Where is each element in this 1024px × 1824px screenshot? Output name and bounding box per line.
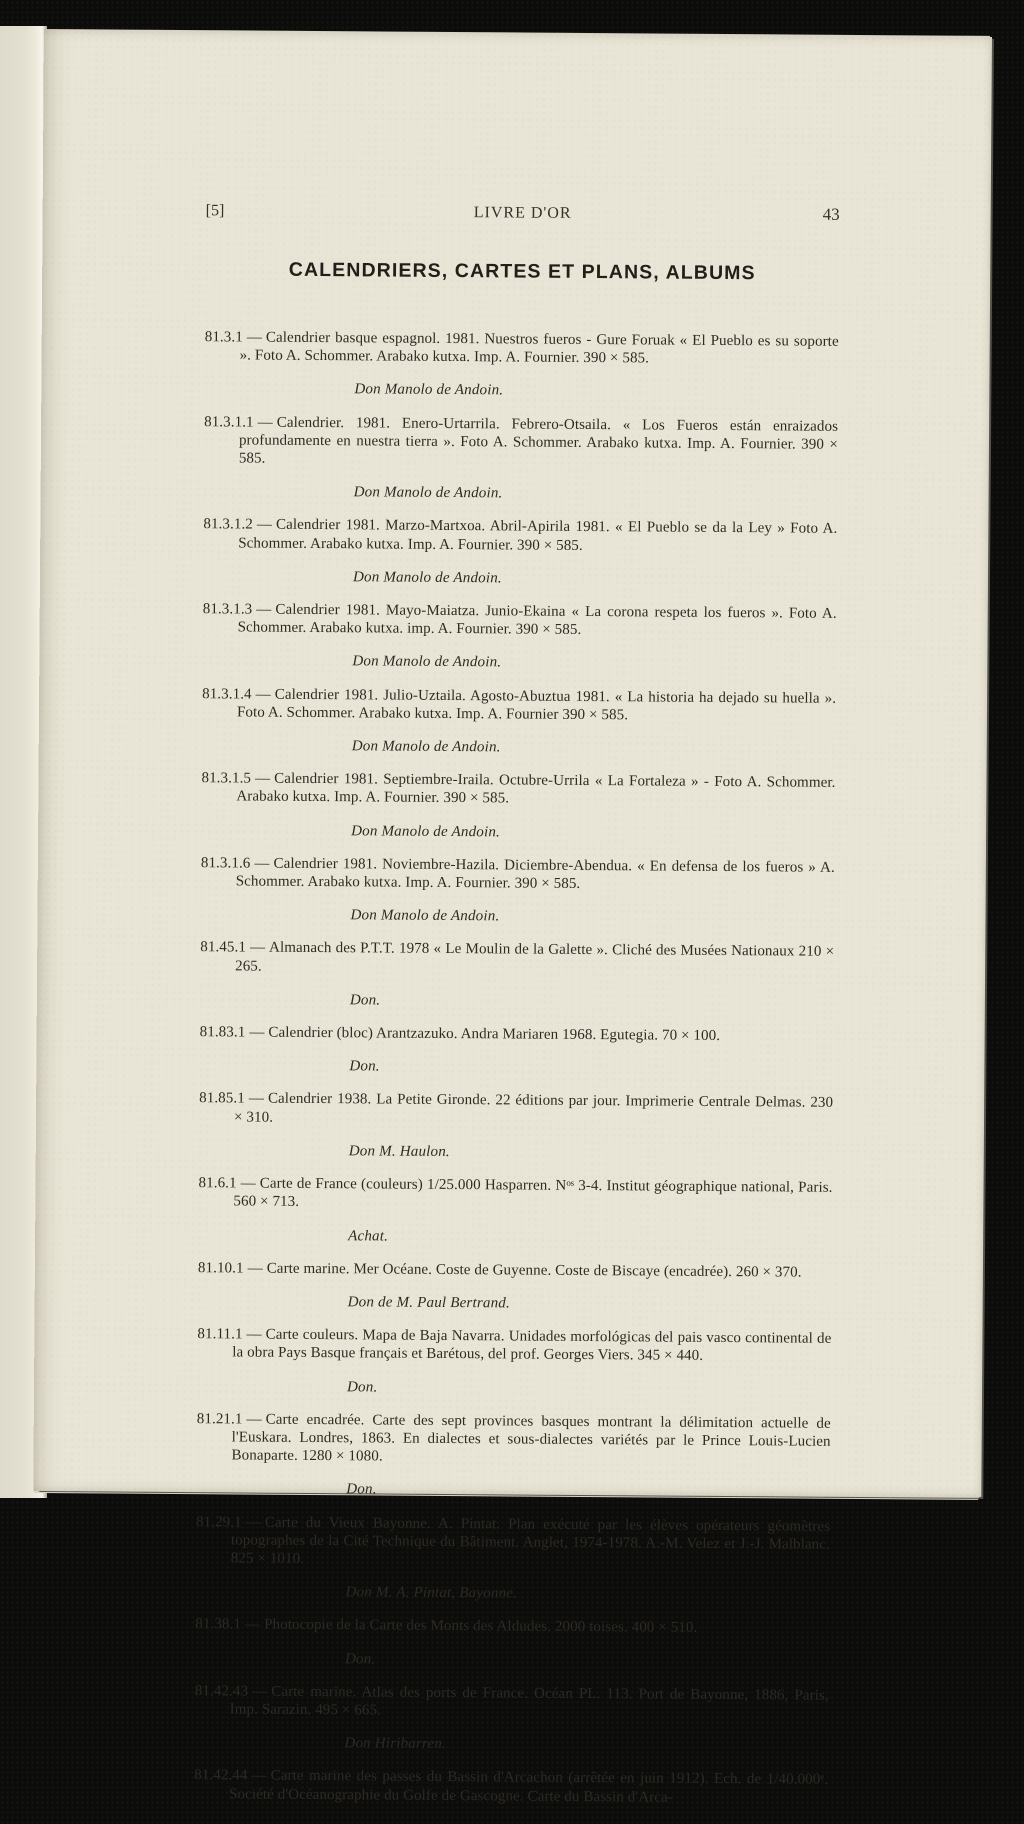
catalog-entry [199,1023,833,1079]
entry-donation: Don Manolo de Andoin. [351,822,501,841]
entry-description: Carte de France (couleurs) 1/25.000 Hasparren. Nᵒˢ 3-4. Institut géographique national, Paris. 560 × 713. [233,1175,833,1211]
entry-description: Calendrier 1981. Septiembre-Iraila. Octubre-Urrila « La Fortaleza » - Foto A. Schommer. Arabako kutxa. Imp. A. Fournier. 390 × 585. [236,770,836,807]
entry-description: Almanach des P.T.T. 1978 « Le Moulin de la Galette ». Cliché des Musées Nationaux 210 × 265. [235,940,835,975]
entry-paragraph [205,328,839,369]
entry-paragraph [200,1023,834,1046]
catalog-entry [203,516,837,590]
entry-separator: — [246,1411,262,1428]
entry-paragraph [198,1259,832,1282]
entry-id: 81.3.1.1 [204,413,254,431]
entry-id: 81.85.1 [199,1090,245,1107]
entry-separator: — [246,329,263,346]
entry-separator: — [244,1616,261,1633]
entry-donation: Don Manolo de Andoin. [352,653,502,671]
entry-separator: — [255,770,271,787]
catalog-entry [195,1615,829,1671]
catalog-entry [204,328,838,402]
entry-donation: Don. [349,992,381,1009]
entry-separator: — [251,1767,267,1785]
entry-paragraph [198,1174,832,1215]
entry-donation: Achat. [348,1227,389,1245]
entry-separator: — [246,1326,262,1343]
entry-paragraph [203,516,837,557]
entry-donation: Don. [346,1378,378,1395]
entry-paragraph [203,600,837,641]
entry-id: 81.83.1 [199,1024,246,1041]
entry-description: Calendrier 1981. Julio-Uztaila. Agosto-Abuztua 1981. « La historia ha dejado su huella ». Foto A. Schommer. Arabako kutxa. Imp. A. Fournier 390 × 585. [236,686,837,724]
entry-donation: Don Manolo de Andoin. [352,569,502,587]
entry-id: 81.3.1.3 [202,601,253,618]
entry-donation: Don Manolo de Andoin. [350,907,500,925]
folio-number: [5] [205,202,225,220]
entry-separator: — [249,1024,265,1041]
entry-separator: — [249,940,266,957]
entry-paragraph [201,769,835,810]
running-head [206,200,840,225]
entry-paragraph [201,854,835,895]
entry-paragraph [197,1325,831,1366]
entry-separator: — [256,516,273,534]
entry-description: Carte du Vieux Bayonne. A. Pintat. Plan exécuté par les élèves opérateurs géomètres topographes de la Cité Technique du Bâtiment. Anglet, 1974-1978. A.-M. Velez et J.-J. Malblanc. 825 × 1010. [230,1514,831,1567]
entry-id: 81.3.1.4 [202,685,252,703]
catalog-entry [202,685,836,759]
page-number: 43 [822,204,840,224]
entry-id: 81.42.44 [194,1767,248,1784]
entry-description: Carte marine. Mer Océane. Coste de Guyenne. Coste de Biscaye (encadrée). 260 × 370. [266,1260,802,1281]
entry-description: Calendrier basque espagnol. 1981. Nuestros fueros - Gure Foruak « El Pueblo es su soporte ». Foto A. Schommer. Arabako kutxa. Imp. A. Fournier. 390 × 585. [239,329,839,367]
catalog-entry [196,1410,831,1502]
entry-donation: Don Manolo de Andoin. [351,738,501,756]
entry-separator: — [248,1091,265,1108]
entry-donation: Don M. A. Pintat, Bayonne. [345,1584,518,1602]
entry-donation: Don. [346,1481,377,1498]
entry-paragraph [195,1682,829,1723]
entry-id: 81.11.1 [197,1326,243,1343]
entry-separator: — [256,601,272,618]
entry-description: Calendrier. 1981. Enero-Urtarrila. Febrero-Otsaila. « Los Fueros están enraizados profundamente en nuestra tierra ». Foto A. Schommer. Arabako kutxa. Imp. A. Fournier. 390 × 585. [238,414,839,467]
catalog-entry [202,600,836,674]
entry-separator: — [240,1175,256,1192]
entry-donation: Don M. Haulon. [348,1143,450,1160]
catalog-entry [194,1682,828,1756]
catalog-entry [201,769,835,843]
entry-description: Calendrier 1938. La Petite Gironde. 22 éditions par jour. Imprimerie Centrale Delmas. 230 × 310. [233,1091,834,1126]
entry-paragraph [202,685,836,726]
entry-description: Calendrier 1981. Marzo-Martxoa. Abril-Apirila 1981. « El Pueblo se da la Ley » Foto A. Schommer. Arabako kutxa. Imp. A. Fournier. 390 × 585. [238,517,838,554]
entry-id: 81.45.1 [200,939,247,956]
entry-description: Calendrier 1981. Mayo-Maiatza. Junio-Ekaina « La corona respeta los fueros ». Foto A. Schommer. Arabako kutxa. imp. A. Fournier. 390 × 585. [237,601,837,639]
entry-paragraph [204,413,838,472]
entry-separator: — [255,686,271,703]
entry-paragraph [199,1090,833,1131]
entry-description: Calendrier (bloc) Arantzazuko. Andra Mariaren 1968. Egutegia. 70 × 100. [268,1024,721,1045]
entry-donation: Don. [345,1650,376,1668]
entry-paragraph [196,1513,830,1572]
entries-list [194,313,839,1822]
entry-donation: Don Hiribarren. [344,1735,447,1753]
entry-separator: — [247,1260,263,1277]
entry-paragraph [196,1410,830,1469]
entry-donation: Don Manolo de Andoin. [353,484,503,502]
entry-separator: — [257,414,273,431]
entry-id: 81.3.1.2 [203,516,253,533]
entry-description: Carte couleurs. Mapa de Baja Navarra. Unidades morfológicas del pais vasco continental de la obra Pays Basque français et Barétous, del prof. Georges Viers. 345 × 440. [232,1326,832,1365]
entry-separator: — [252,1683,268,1700]
catalog-entry [199,1090,833,1164]
catalog-entry [195,1513,830,1605]
entry-id: 81.10.1 [197,1259,244,1277]
running-title: LIVRE D'OR [473,204,572,222]
entry-separator: — [245,1514,261,1531]
catalog-entry [200,939,834,1013]
entry-separator: — [254,855,270,872]
entry-id: 81.38.1 [195,1616,242,1633]
entry-paragraph [194,1767,828,1808]
entry-paragraph [195,1615,829,1638]
catalog-entry [204,413,839,505]
entry-description: Carte marine des passes du Bassin d'Arcachon (arrêtée en juin 1912). Ech. de 1/40.000ᵉ. Société d'Océanographie du Golfe de Gascogne. Carte du Bassin d'Arca- [229,1768,829,1806]
entry-description: Carte marine. Atlas des ports de France. Océan PL. 113. Port de Bayonne, 1886, Paris, Imp. Sarazin. 495 × 665. [229,1683,829,1719]
section-title: CALENDRIERS, CARTES ET PLANS, ALBUMS [288,258,756,285]
entry-id: 81.21.1 [196,1410,243,1428]
entry-donation: Don de M. Paul Bertrand. [347,1294,511,1312]
entry-id: 81.3.1.5 [201,770,252,787]
entry-id: 81.42.43 [194,1682,249,1700]
entry-donation: Don Manolo de Andoin. [354,381,504,399]
entry-description: Photocopie de la Carte des Monts des Aldudes. 2000 toises. 400 × 510. [264,1617,698,1637]
entry-id: 81.6.1 [198,1175,237,1192]
entry-paragraph [200,939,834,980]
catalog-entry [197,1325,831,1399]
entry-donation: Don. [349,1058,380,1075]
entry-id: 81.3.1.6 [200,855,251,872]
entry-id: 81.29.1 [196,1513,242,1531]
entry-description: Calendrier 1981. Noviembre-Hazila. Diciembre-Abendua. « En defensa de los fueros » A. Schommer. Arabako kutxa. Imp. A. Fournier. 390 × 585. [235,855,835,893]
entry-id: 81.3.1 [204,329,243,346]
book-page [33,29,990,1806]
catalog-entry [198,1259,832,1315]
entry-description: Carte encadrée. Carte des sept provinces basques montrant la délimitation actuelle de l'Euskara. Londres, 1863. En dialectes et sous-dialectes variétés par le Prince Louis-Lucien Bonaparte. 1280 × 1080. [231,1411,831,1465]
catalog-entry [200,854,834,928]
catalog-entry [198,1174,832,1248]
catalog-entry [194,1767,828,1808]
